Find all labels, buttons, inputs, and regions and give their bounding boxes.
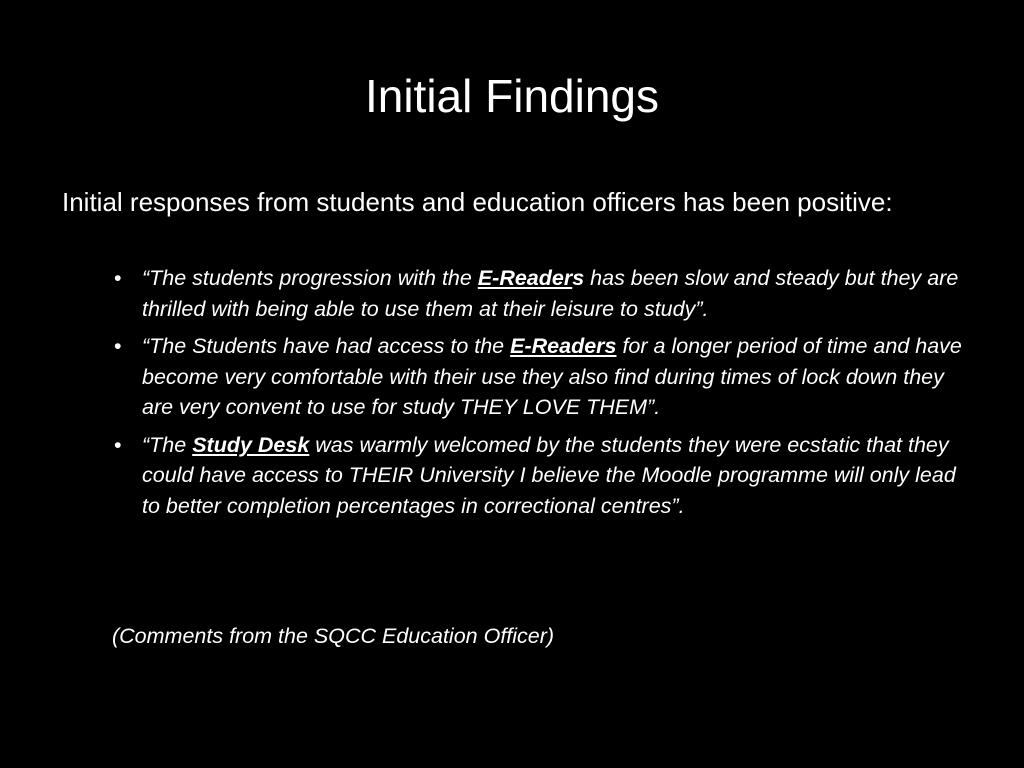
bullet-icon: • [114, 432, 122, 457]
quote-1-emph-tail: s [572, 266, 585, 290]
quote-3-after: was warmly welcomed by the students they were ecstatic that they could have access to THEIR University I believe the Moodle programme will only lead to better completion percentages in correctional centres”. [142, 432, 956, 518]
quote-1-after: has been slow and steady but they are thrilled with being able to use them at their leisure to study”. [142, 266, 959, 321]
quote-1-emph: E-Reader [477, 266, 573, 290]
quote-2-before: “The Students have had access to the [142, 334, 511, 358]
intro-text: Initial responses from students and education officers has been positive: [62, 187, 893, 217]
quote-item-2 [112, 331, 962, 423]
slide-title: Initial Findings [364, 70, 660, 122]
quote-2-after: for a longer period of time and have become very comfortable with their use they also find during times of lock down they are very convent to use for study THEY LOVE THEM”. [142, 334, 962, 419]
quote-item-3 [112, 430, 962, 522]
caption-text: (Comments from the SQCC Education Officer) [112, 624, 555, 648]
bullet-icon: • [114, 334, 122, 358]
quote-2-emph: E-Readers [510, 334, 617, 358]
quote-list [112, 263, 962, 528]
quote-3-emph: Study Desk [192, 432, 310, 457]
bullet-icon: • [114, 266, 122, 290]
quote-item-1 [112, 263, 962, 324]
quote-3-before: “The [142, 432, 193, 457]
quote-1-before: “The students progression with the [142, 266, 478, 290]
